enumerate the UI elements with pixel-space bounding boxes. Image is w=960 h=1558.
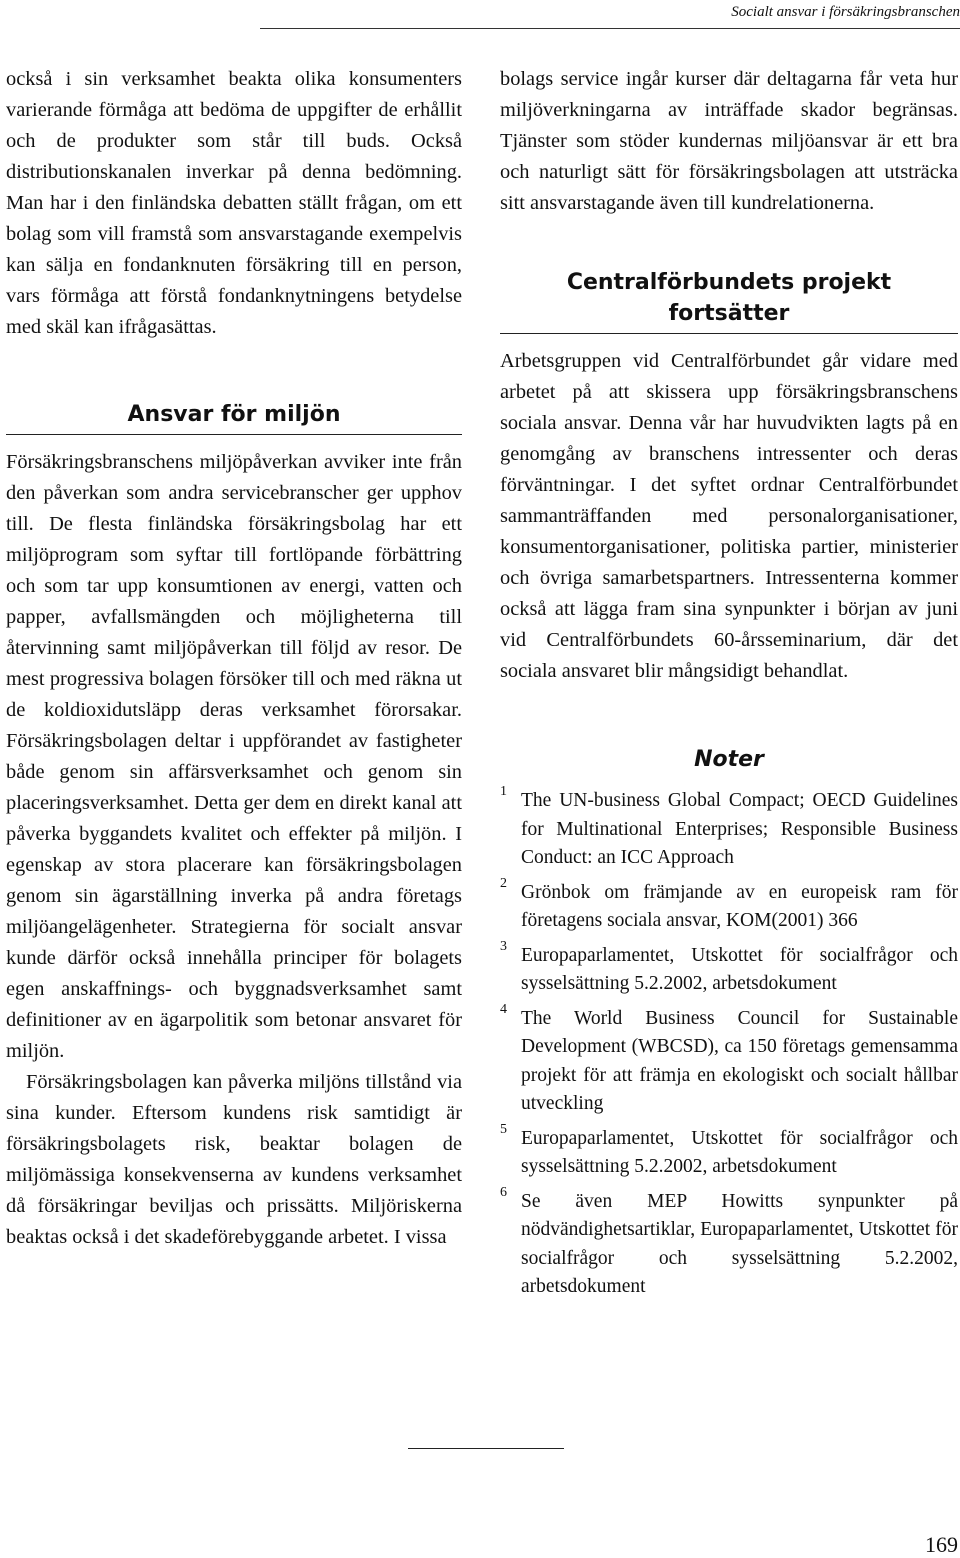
left-column	[6, 64, 462, 1253]
body-paragraph: Försäkringsbranschens miljöpåverkan avviker inte från den påverkan som andra servicebranscher ger upphov till. De flesta finländska försäkringsbolag har ett miljöprogram som syftar till fortlöpande förbättring och som tar upp konsumtionen av energi, vatten och papper, avfallsmängden och möjligheterna till återvinning samt miljöpåverkan till följd av resor. De mest progressiva bolagen försöker till och med räkna ut de koldioxidutsläpp deras verksamhet förorsakar. Försäkringsbolagen deltar i uppförandet av fastigheter både genom sin affärsverksamhet och genom sin placeringsverksamhet. Detta ger dem en direkt kanal att påverka byggandets kvalitet och effekter på miljön. I egenskap av stora placerare kan försäkringsbolagen genom sin ägarställning inverka på andra företags miljöangelägenheter. Strategierna för socialt ansvar kunde därför också innehålla principer för bolagets egen anskaffnings- och byggnadsverksamhet samt definitioner av en ägarpolitik som betonar ansvaret för miljön.	[6, 451, 462, 1062]
note-number: 3	[500, 938, 507, 954]
intro-paragraph: också i sin verksamhet beakta olika konsumenters varierande förmåga att bedöma de uppgifter de erhållit och de produkter som står till buds. Också distributionskanalen inverkar på denna bedömning. Man har i den finländska debatten ställt frågan, om ett bolag som vill framstå som ansvarstagande exempelvis kan sälja en fondanknuten försäkring till en person, vars förmåga att förstå fondanknytningens betydelse med skäl kan ifrågasättas.	[6, 68, 462, 338]
note-text: The World Business Council for Sustainable Development (WBCSD), ca 150 företags gemensamma projekt för att främja en ekologiskt och socialt hållbar utveckling	[521, 1007, 958, 1114]
note-item	[500, 1001, 958, 1119]
running-head: Socialt ansvar i försäkringsbranschen	[260, 0, 960, 29]
note-item	[500, 784, 958, 873]
note-text: Grönbok om främjande av en europeisk ram för företagens sociala ansvar, KOM(2001) 366	[521, 881, 958, 931]
note-text: The UN-business Global Compact; OECD Guidelines for Multinational Enterprises; Responsible Business Conduct: an ICC Approach	[521, 790, 958, 868]
note-item	[500, 875, 958, 936]
page-number: 169	[925, 1532, 958, 1557]
note-number: 6	[500, 1184, 507, 1200]
note-item	[500, 1121, 958, 1182]
note-number: 2	[500, 875, 507, 891]
note-number: 5	[500, 1121, 507, 1137]
note-number: 4	[500, 1001, 507, 1017]
note-text: Europaparlamentet, Utskottet för socialfrågor och sysselsättning 5.2.2002, arbetsdokument	[521, 1127, 958, 1177]
body-paragraph: Arbetsgruppen vid Centralförbundet går vidare med arbetet på att skissera upp försäkringsbranschens sociala ansvar. Denna vår har huvudvikten lagts på en genomgång av branschens intressenter och deras förväntningar. I det syftet ordnar Centralförbundet sammanträffanden med personalorganisationer, konsumentorganisationer, politiska partier, ministerier och övriga samarbetspartners. Intressenterna kommer också att lägga fram sina synpunkter i början av juni vid Centralförbundets 60-årsseminarium, där det sociala ansvaret blir mångsidigt behandlat.	[500, 350, 958, 682]
section-heading-line: Centralförbundets projekt	[566, 270, 892, 295]
footer-divider	[408, 1448, 564, 1449]
right-column	[500, 64, 958, 1308]
body-paragraph: Försäkringsbolagen kan påverka miljöns tillstånd via sina kunder. Eftersom kundens risk samtidigt är försäkringsbolagets risk, beaktar bolagen de miljömässiga konsekvenserna av kundens verksamhet då försäkringar beviljas och prissätts. Miljöriskerna beaktas också i det skadeförebyggande arbetet. I vissa	[6, 1071, 462, 1248]
section-heading-line: fortsätter	[668, 301, 790, 326]
note-number: 1	[500, 784, 507, 799]
notes-title: Noter	[694, 747, 764, 772]
note-text: Europaparlamentet, Utskottet för socialfrågor och sysselsättning 5.2.2002, arbetsdokument	[521, 944, 958, 994]
section-heading-central	[500, 267, 958, 334]
notes-list	[500, 784, 958, 1302]
note-item	[500, 1184, 958, 1302]
note-item	[500, 938, 958, 999]
continuation-paragraph: bolags service ingår kurser där deltagarna får veta hur miljöverkningarna av inträffade skador begränsas. Tjänster som stöder kundernas miljöansvar är ett bra och naturligt sätt för försäkringsbolagen att utsträcka sitt ansvarstagande även till kundrelationerna.	[500, 68, 958, 214]
note-text: Se även MEP Howitts synpunkter på nödvändighetsartiklar, Europaparlamentet, Utskottet för socialfrågor och sysselsättning 5.2.2002, arbetsdokument	[521, 1190, 958, 1297]
section-heading-miljo: Ansvar för miljön	[6, 399, 462, 435]
